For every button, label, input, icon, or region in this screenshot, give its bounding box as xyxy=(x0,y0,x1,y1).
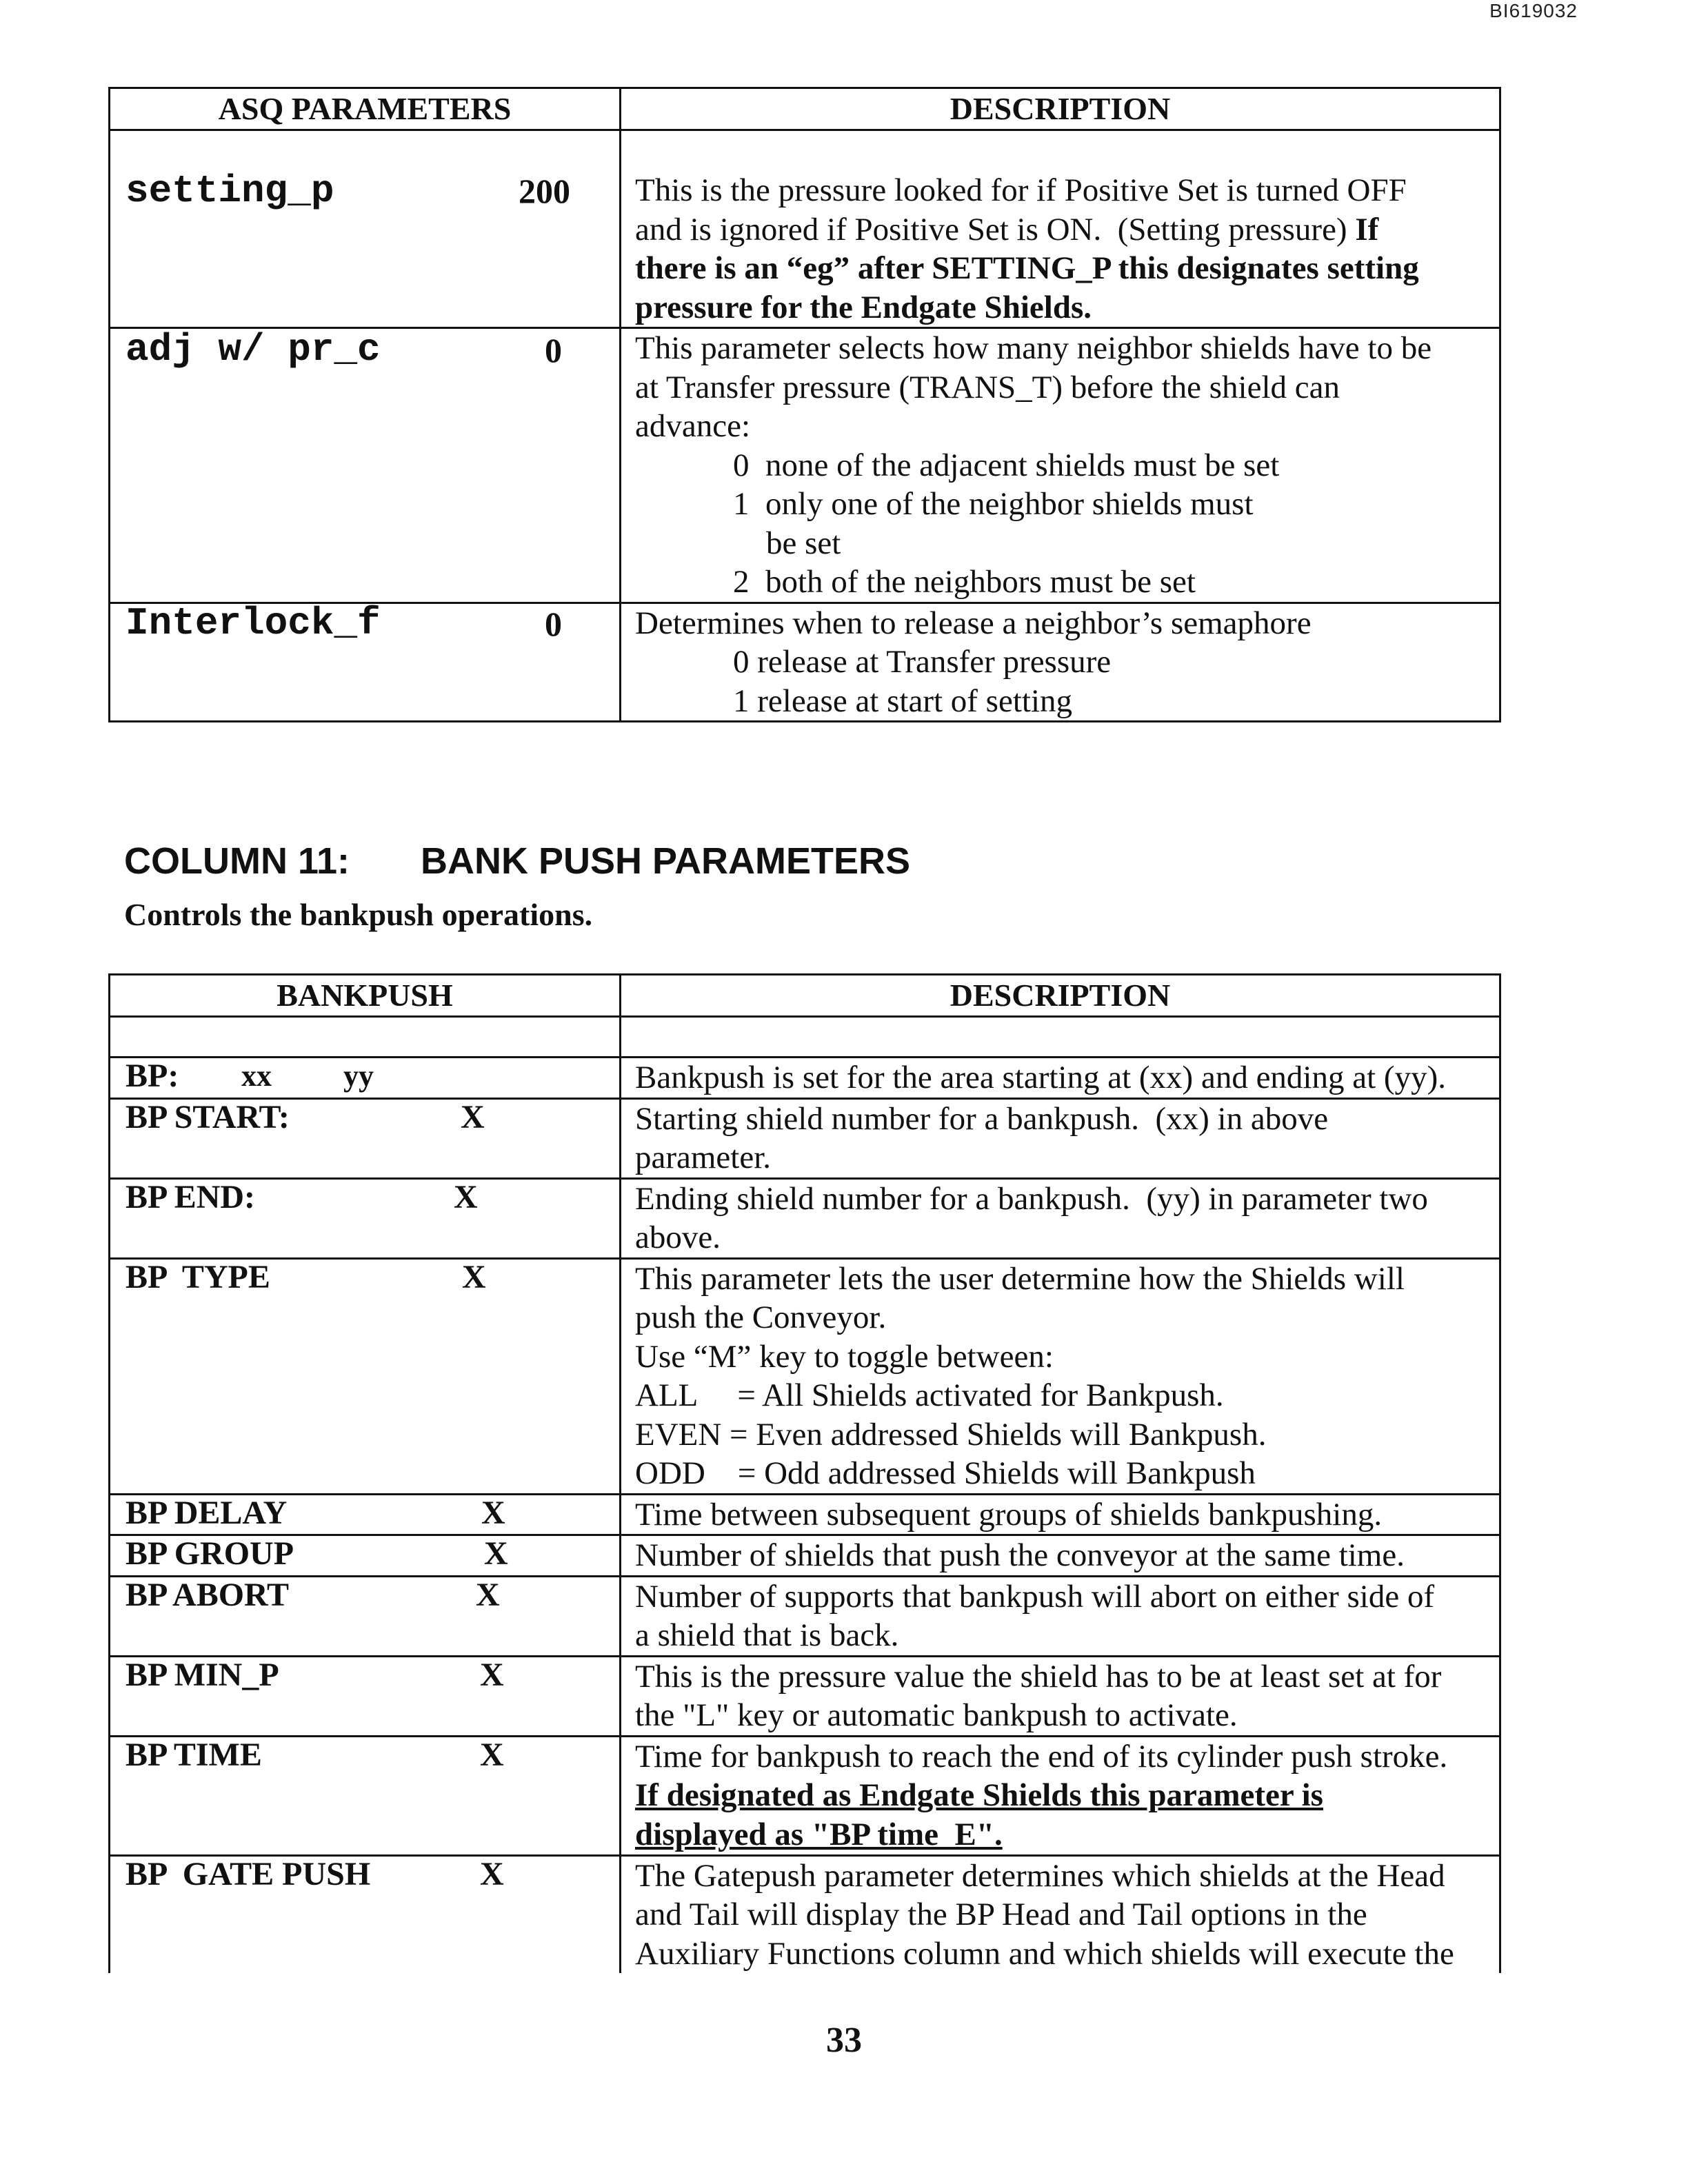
table-row xyxy=(110,1656,1500,1736)
description-cell xyxy=(621,1058,1500,1099)
table-row xyxy=(110,1058,1500,1099)
description-line: push the Conveyor. xyxy=(635,1300,887,1335)
description-cell xyxy=(621,1535,1500,1577)
header-bankpush: BANKPUSH xyxy=(110,975,621,1017)
param-value: 200 xyxy=(519,172,570,210)
param-value: X xyxy=(480,1855,504,1892)
table-row xyxy=(110,130,1500,328)
param-value: 0 xyxy=(545,604,562,643)
param-name: BP: xyxy=(125,1058,179,1094)
param-value: X xyxy=(484,1535,508,1572)
description-line: Auxiliary Functions column and which shields will execute the xyxy=(635,1935,1454,1972)
description-line: Bankpush is set for the area starting at (xx) and ending at (yy). xyxy=(635,1060,1446,1095)
table-header-row xyxy=(110,88,1500,130)
description-line: pressure for the Endgate Shields. xyxy=(635,289,1092,325)
param-cell xyxy=(110,1535,621,1577)
param-name: BP MIN_P xyxy=(125,1656,279,1693)
param-name: BP TIME xyxy=(125,1736,262,1773)
param-value: X xyxy=(481,1494,505,1531)
description-line: Time between subsequent groups of shields bankpushing. xyxy=(635,1496,1383,1533)
page-number: 33 xyxy=(826,2021,862,2060)
param-name: BP GROUP xyxy=(125,1535,294,1572)
description-cell xyxy=(621,1656,1500,1736)
description-line: a shield that is back. xyxy=(635,1617,899,1653)
description-cell xyxy=(621,1258,1500,1494)
option-line: 0 release at Transfer pressure xyxy=(733,644,1112,680)
param-cell xyxy=(110,600,621,722)
param-cell xyxy=(110,1736,621,1855)
param-value: X xyxy=(480,1656,504,1693)
bankpush-table xyxy=(108,973,1501,1973)
table-row xyxy=(110,1535,1500,1577)
option-line: 1 only one of the neighbor shields must xyxy=(733,486,1254,522)
param-name: BP TYPE xyxy=(125,1258,270,1295)
asq-parameters-table xyxy=(108,87,1501,722)
param-name: Interlock_f xyxy=(125,600,381,645)
table-row xyxy=(110,328,1500,603)
table-row xyxy=(110,1576,1500,1656)
description-line: Ending shield number for a bankpush. (yy) in parameter two xyxy=(635,1180,1428,1217)
description-line: Number of shields that push the conveyor at the same time. xyxy=(635,1537,1405,1573)
param-name: BP END: xyxy=(125,1178,256,1215)
table-row xyxy=(110,1258,1500,1494)
description-line: Number of supports that bankpush will abort on either side of xyxy=(635,1578,1435,1615)
description-line: Starting shield number for a bankpush. (xx) in above xyxy=(635,1100,1329,1137)
param-cell xyxy=(110,1576,621,1656)
description-cell xyxy=(621,1855,1500,1973)
header-description: DESCRIPTION xyxy=(621,88,1500,130)
param-cell xyxy=(110,1855,621,1973)
table-header-row xyxy=(110,975,1500,1017)
param-start-value: xx xyxy=(241,1059,272,1093)
description-cell xyxy=(621,130,1500,328)
section-heading xyxy=(124,840,911,882)
description-cell xyxy=(621,1098,1500,1178)
description-cell xyxy=(621,328,1500,603)
description-line: Time for bankpush to reach the end of its cylinder push stroke. xyxy=(635,1738,1448,1775)
param-name: BP START: xyxy=(125,1098,290,1135)
header-description: DESCRIPTION xyxy=(621,975,1500,1017)
param-cell xyxy=(110,1258,621,1494)
param-cell xyxy=(110,1058,621,1099)
param-cell xyxy=(110,1656,621,1736)
description-line: Determines when to release a neighbor’s semaphore xyxy=(635,605,1312,641)
description-line: above. xyxy=(635,1220,721,1255)
section-title: BANK PUSH PARAMETERS xyxy=(421,840,911,882)
param-name: BP GATE PUSH xyxy=(125,1855,371,1892)
param-value: 0 xyxy=(545,331,562,370)
table-row xyxy=(110,1098,1500,1178)
param-cell xyxy=(110,1178,621,1258)
description-cell xyxy=(621,1576,1500,1656)
description-line: parameter. xyxy=(635,1140,772,1175)
table-row xyxy=(110,1178,1500,1258)
description-line: ODD = Odd addressed Shields will Bankpush xyxy=(635,1455,1256,1491)
section-subtitle: Controls the bankpush operations. xyxy=(124,897,593,932)
description-line: This parameter selects how many neighbor shields have to be xyxy=(635,330,1432,366)
param-name: BP DELAY xyxy=(125,1494,288,1531)
description-cell xyxy=(621,1178,1500,1258)
description-line: This is the pressure value the shield has to be at least set at for xyxy=(635,1658,1442,1695)
param-cell xyxy=(110,328,621,603)
description-cell xyxy=(621,603,1500,722)
document-id: BI619032 xyxy=(1489,0,1578,21)
param-value: X xyxy=(461,1098,485,1135)
description-line: ALL = All Shields activated for Bankpush. xyxy=(635,1377,1224,1413)
description-line: there is an “eg” after SETTING_P this designates setting xyxy=(635,250,1419,286)
param-cell xyxy=(110,1494,621,1535)
description-line: and Tail will display the BP Head and Tail options in the xyxy=(635,1897,1367,1932)
description-line: EVEN = Even addressed Shields will Bankpush. xyxy=(635,1416,1267,1453)
column-label: COLUMN 11: xyxy=(124,840,350,882)
description-line: the "L" key or automatic bankpush to activate. xyxy=(635,1697,1238,1733)
param-value: X xyxy=(454,1178,478,1215)
description-note-line: If designated as Endgate Shields this parameter is xyxy=(635,1777,1323,1813)
param-value: X xyxy=(476,1576,500,1613)
option-line: 1 release at start of setting xyxy=(733,682,1073,719)
description-line: at Transfer pressure (TRANS_T) before the shield can xyxy=(635,369,1340,405)
param-name: adj w/ pr_c xyxy=(125,327,381,372)
param-cell xyxy=(110,1098,621,1178)
param-cell xyxy=(110,130,621,328)
param-name: BP ABORT xyxy=(125,1576,290,1613)
table-row xyxy=(110,1855,1500,1973)
option-line: 0 none of the adjacent shields must be set xyxy=(733,447,1280,483)
table-row xyxy=(110,603,1500,722)
table-spacer-row xyxy=(110,1017,1500,1058)
description-note-line: displayed as "BP time_E". xyxy=(635,1816,1003,1852)
header-asq-parameters: ASQ PARAMETERS xyxy=(110,88,621,130)
option-line: be set xyxy=(766,525,841,561)
param-value: X xyxy=(480,1736,504,1773)
description-line: This is the pressure looked for if Positive Set is turned OFF xyxy=(635,172,1407,208)
table-row xyxy=(110,1736,1500,1855)
param-value: X xyxy=(462,1258,486,1295)
description-cell xyxy=(621,1494,1500,1535)
description-cell xyxy=(621,1736,1500,1855)
description-line: and is ignored if Positive Set is ON. (Setting pressure) If xyxy=(635,211,1379,247)
table-row xyxy=(110,1494,1500,1535)
description-line: This parameter lets the user determine how the Shields will xyxy=(635,1260,1405,1297)
param-name: setting_p xyxy=(125,169,334,213)
option-line: 2 both of the neighbors must be set xyxy=(733,564,1196,600)
param-end-value: yy xyxy=(343,1059,374,1093)
description-line: The Gatepush parameter determines which shields at the Head xyxy=(635,1857,1445,1894)
description-line: advance: xyxy=(635,408,751,444)
description-line: Use “M” key to toggle between: xyxy=(635,1338,1054,1375)
